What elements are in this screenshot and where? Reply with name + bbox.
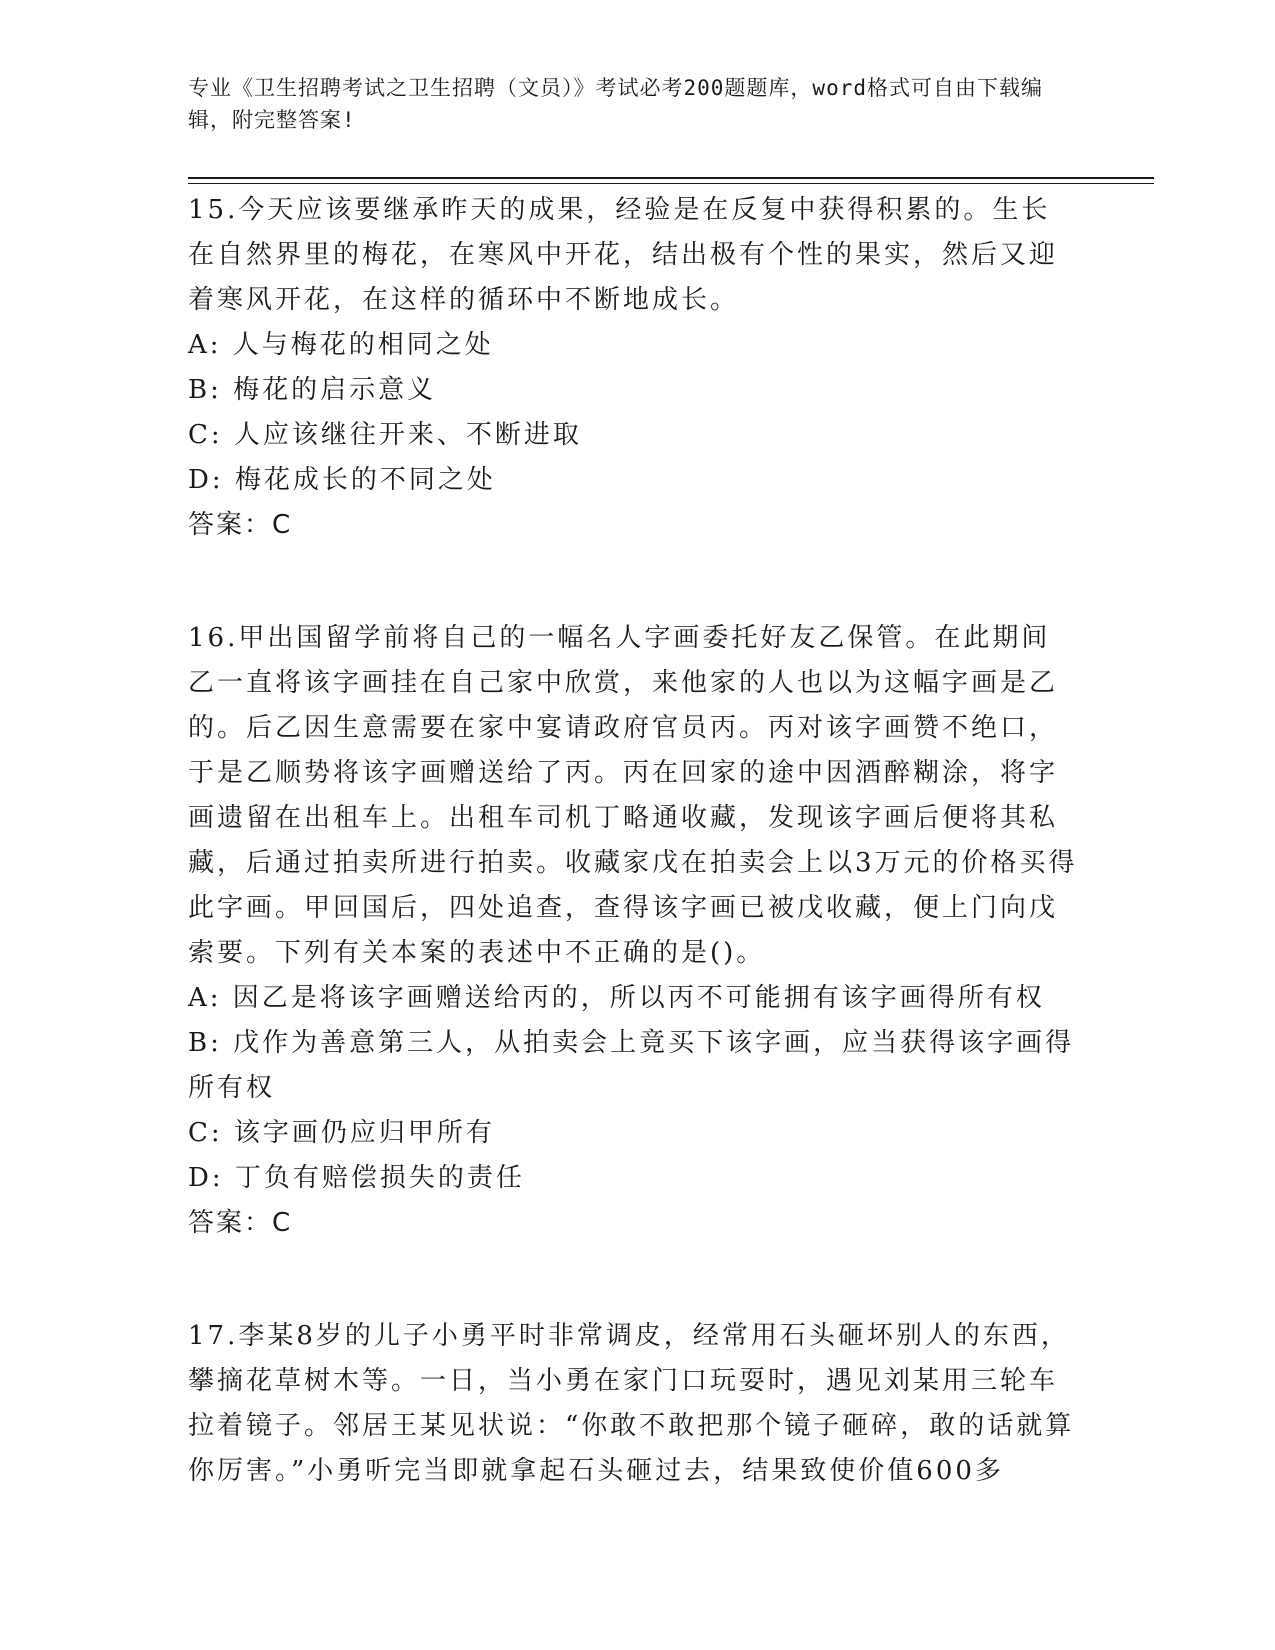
question-text: 15.今天应该要继承昨天的成果，经验是在反复中获得积累的。生长在自然界里的梅花，在寒风中开花，结出极有个性的果实，然后又迎着寒风开花，在这样的循环中不断地成长。	[188, 195, 1059, 315]
question-list	[188, 188, 1078, 1494]
option-c: C: 该字画仍应归甲所有	[188, 1118, 495, 1148]
question-16	[188, 616, 1078, 1246]
header-divider-thick	[188, 177, 1154, 179]
option-b: B: 戊作为善意第三人，从拍卖会上竟买下该字画，应当获得该字画得所有权	[188, 1028, 1075, 1103]
question-text: 17.李某8岁的儿子小勇平时非常调皮，经常用石头砸坏别人的东西，攀摘花草树木等。一日，当小勇在家门口玩耍时，遇见刘某用三轮车拉着镜子。邻居王某见状说：“你敢不敢把那个镜子砸碎，敢的话就算你厉害。”小勇听完当即就拿起石头砸过去，结果致使价值600多	[188, 1321, 1075, 1486]
option-a: A: 人与梅花的相同之处	[188, 330, 494, 360]
question-text: 16.甲出国留学前将自己的一幅名人字画委托好友乙保管。在此期间乙一直将该字画挂在自己家中欣赏，来他家的人也以为这幅字画是乙的。后乙因生意需要在家中宴请政府官员丙。丙对该字画赞不绝口，于是乙顺势将该字画赠送给了丙。丙在回家的途中因酒醉糊涂，将字画遗留在出租车上。出租车司机丁略通收藏，发现该字画后便将其私藏，后通过拍卖所进行拍卖。收藏家戊在拍卖会上以3万元的价格买得此字画。甲回国后，四处追查，查得该字画已被戊收藏，便上门向戊索要。下列有关本案的表述中不正确的是()。	[188, 623, 1078, 968]
option-a: A: 因乙是将该字画赠送给丙的，所以丙不可能拥有该字画得所有权	[188, 983, 1045, 1013]
option-d: D: 梅花成长的不同之处	[188, 465, 496, 495]
option-d: D: 丁负有赔偿损失的责任	[188, 1163, 525, 1193]
option-b: B: 梅花的启示意义	[188, 375, 437, 405]
page-header: 专业《卫生招聘考试之卫生招聘（文员）》考试必考200题题库，word格式可自由下载编辑，附完整答案!	[188, 76, 1043, 132]
option-c: C: 人应该继往开来、不断进取	[188, 420, 582, 450]
answer-line: 答案：C	[188, 1208, 293, 1238]
question-15	[188, 188, 1078, 548]
question-17	[188, 1314, 1078, 1494]
spacer	[188, 548, 1078, 616]
spacer	[188, 1246, 1078, 1314]
header-divider-thin	[188, 183, 1154, 184]
answer-line: 答案：C	[188, 510, 293, 540]
